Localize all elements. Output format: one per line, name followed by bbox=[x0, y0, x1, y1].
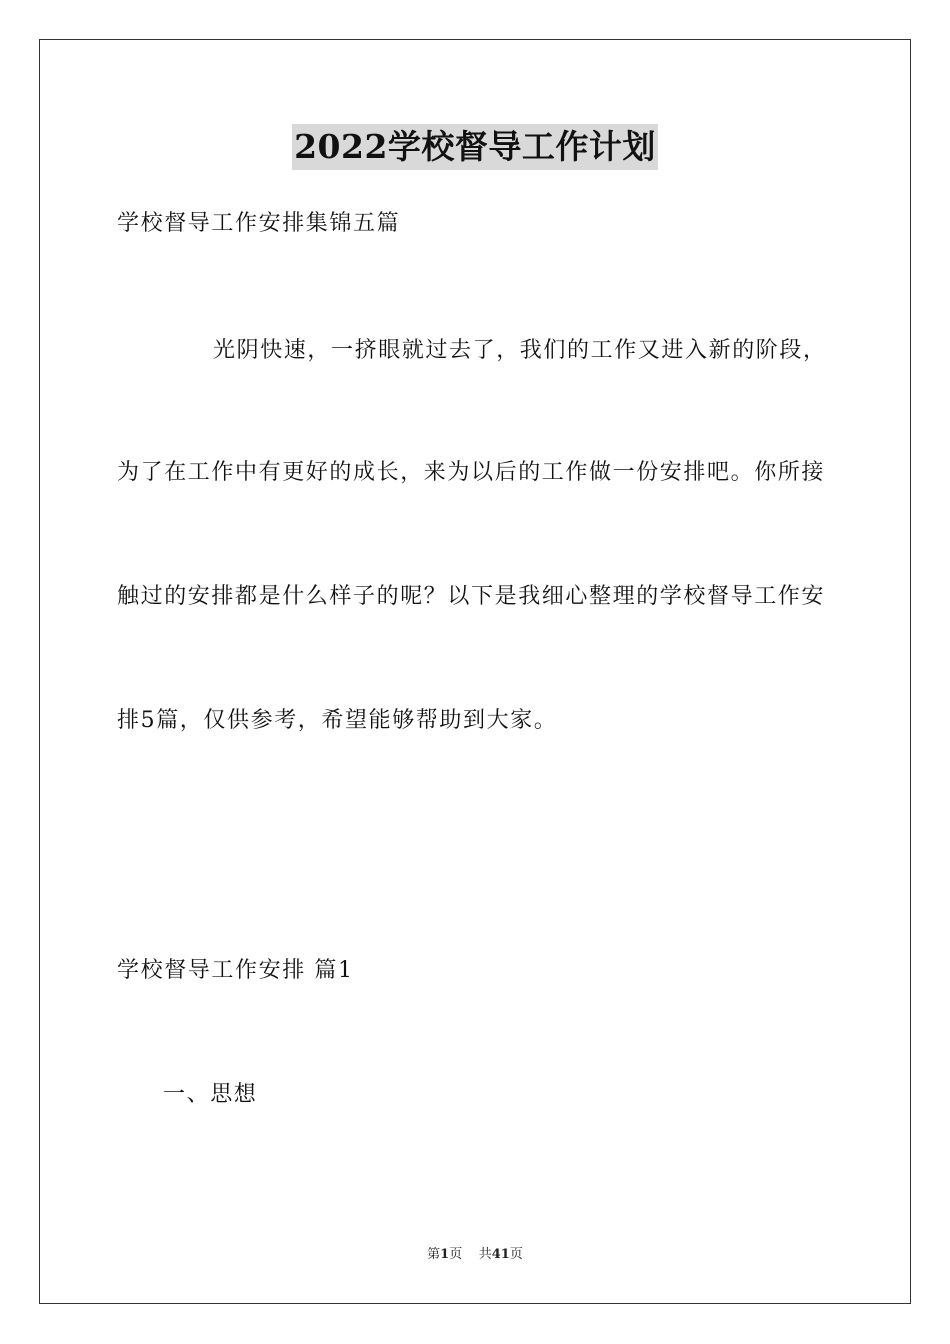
section-subheading: 一、思想 bbox=[163, 1082, 258, 1107]
paragraph-line-3: 触过的安排都是什么样子的呢？以下是我细心整理的学校督导工作安 bbox=[117, 584, 826, 609]
footer-total-suffix: 页 bbox=[509, 1247, 523, 1262]
title-container bbox=[0, 124, 950, 170]
footer-page-number: 1 bbox=[440, 1247, 450, 1262]
paragraph-line-2: 为了在工作中有更好的成长，来为以后的工作做一份安排吧。你所接 bbox=[117, 460, 826, 485]
document-title: 2022学校督导工作计划 bbox=[292, 124, 658, 170]
footer-total-prefix: 共 bbox=[478, 1247, 492, 1262]
footer-prefix: 第 bbox=[427, 1247, 441, 1262]
section-heading: 学校督导工作安排 篇1 bbox=[117, 958, 354, 983]
document-subtitle: 学校督导工作安排集锦五篇 bbox=[117, 211, 401, 236]
page-footer bbox=[0, 1246, 950, 1264]
paragraph-line-4: 排5篇，仅供参考，希望能够帮助到大家。 bbox=[117, 708, 558, 733]
paragraph-line-1: 光阴快速，一挤眼就过去了，我们的工作又进入新的阶段， bbox=[213, 338, 827, 363]
footer-page-suffix: 页 bbox=[449, 1247, 463, 1262]
footer-total-pages: 41 bbox=[491, 1247, 510, 1262]
